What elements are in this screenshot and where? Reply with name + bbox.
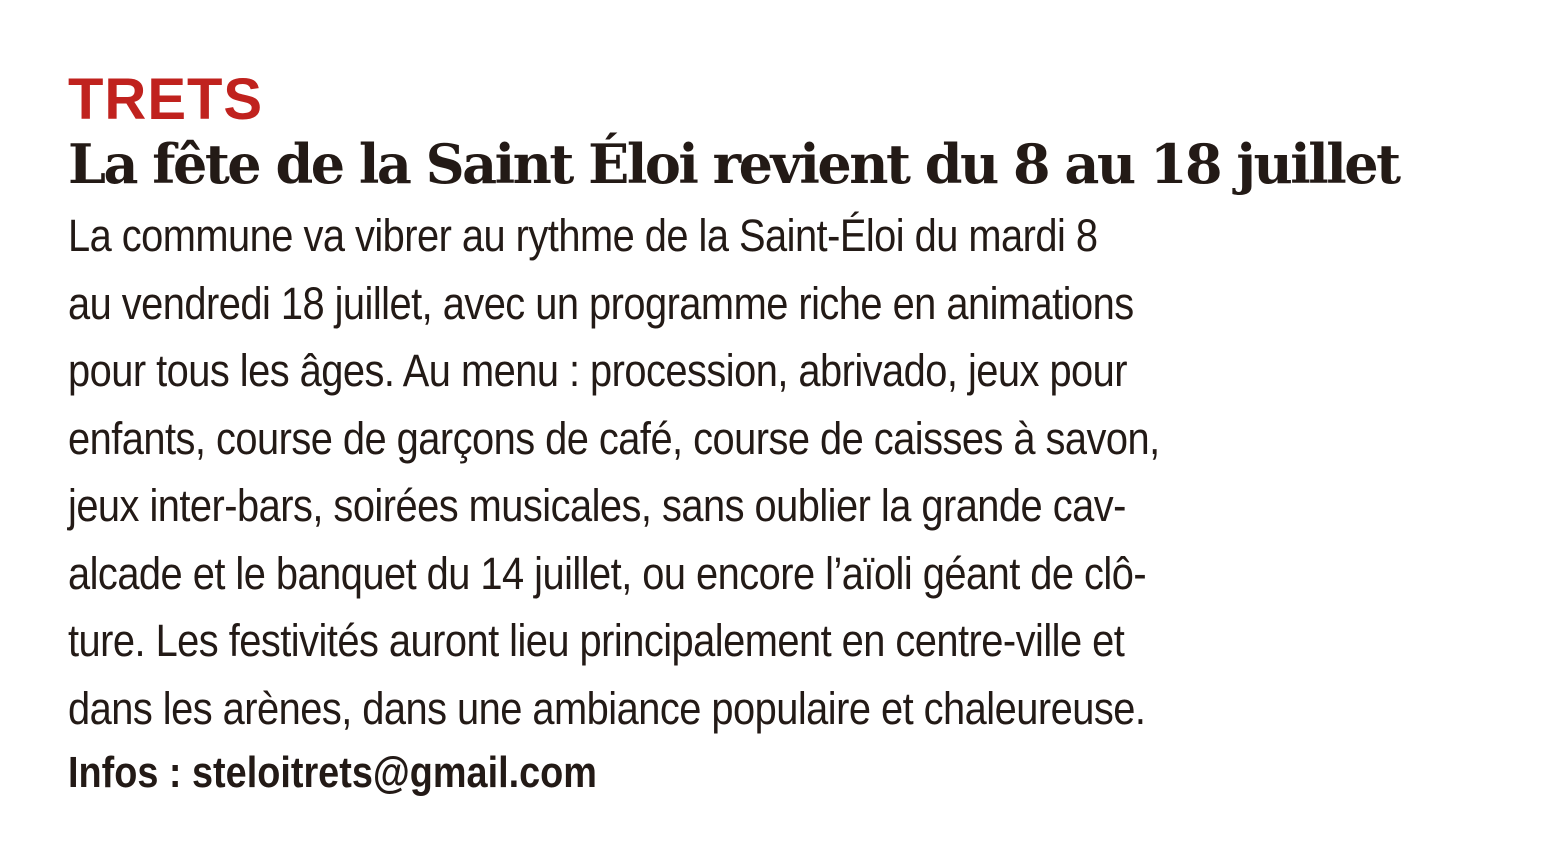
article-headline: La fête de la Saint Éloi revient du 8 au 18 juillet — [68, 132, 1399, 196]
news-brief — [68, 66, 1508, 804]
body-line: pour tous les âges. Au menu : procession, abrivado, jeux pour — [68, 345, 1128, 396]
section-kicker: TRETS — [68, 67, 264, 132]
body-line: alcade et le banquet du 14 juillet, ou encore l’aïoli géant de clô- — [68, 547, 1147, 599]
body-line: La commune va vibrer au rythme de la Saint-Éloi du mardi 8 — [68, 210, 1098, 261]
body-line: au vendredi 18 juillet, avec un programme riche en animations — [68, 277, 1134, 329]
article-body — [68, 202, 1508, 742]
body-line: enfants, course de garçons de café, course de caisses à savon, — [68, 412, 1160, 464]
body-line: ture. Les festivités auront lieu principalement en centre-ville et — [68, 615, 1125, 666]
body-line: dans les arènes, dans une ambiance populaire et chaleureuse. — [68, 682, 1146, 734]
contact-info: Infos : steloitrets@gmail.com — [68, 748, 597, 797]
body-line: jeux inter-bars, soirées musicales, sans oublier la grande cav- — [68, 480, 1126, 531]
